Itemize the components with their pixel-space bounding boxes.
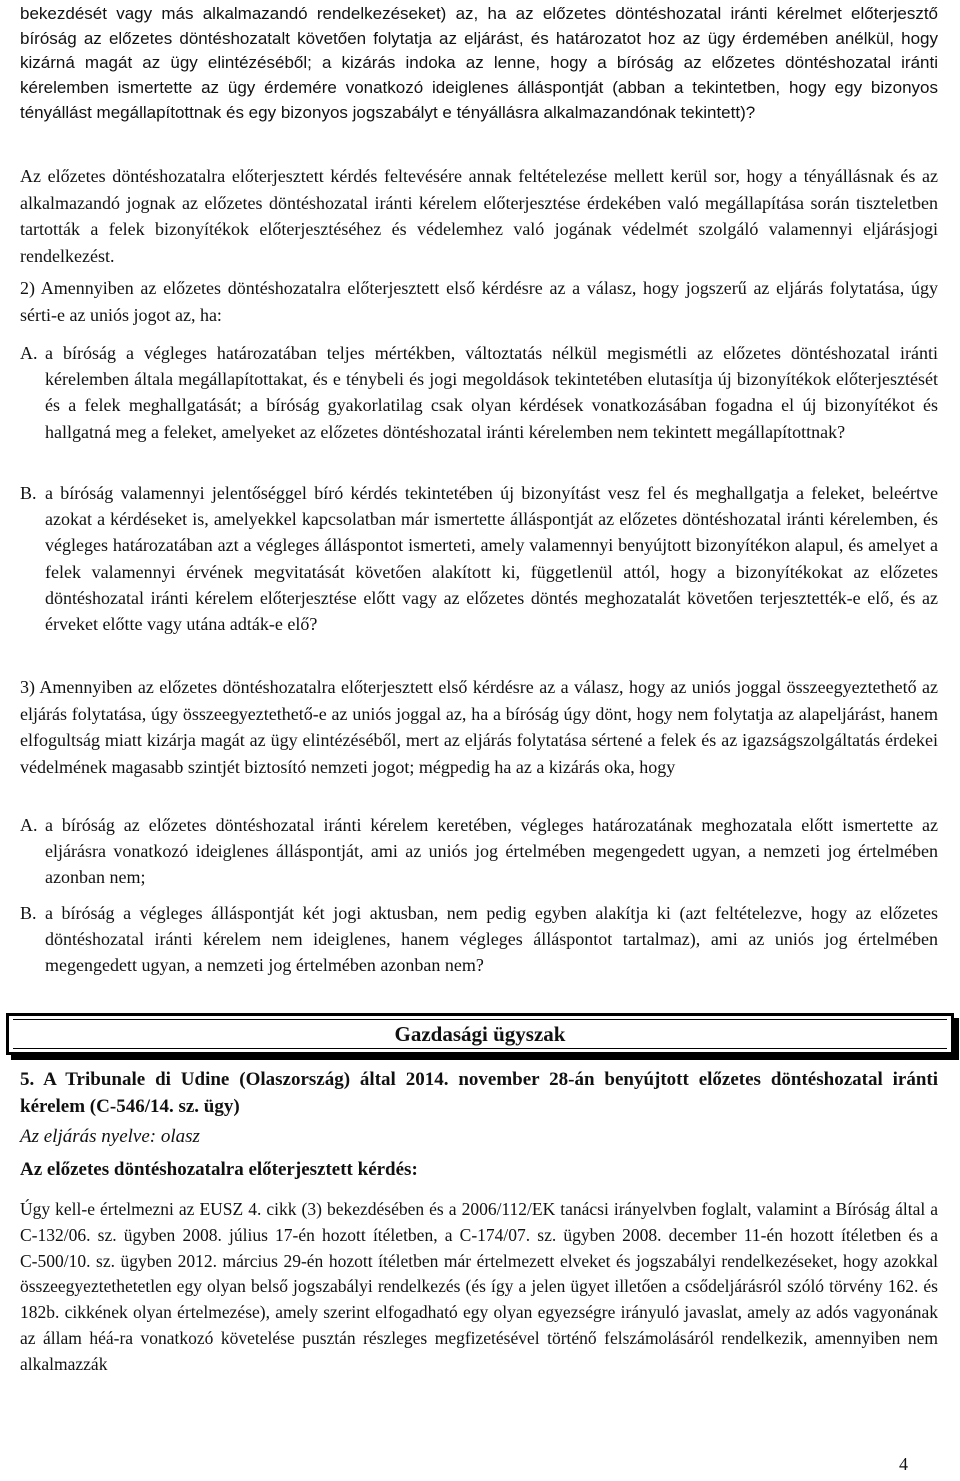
list-item-text: a bíróság a végleges határozatában teljes mértékben, változtatás nélkül megismétli az előzetes döntéshozatal iránti kérelemben általa megállapítottakat, és e ténybeli és jogi megoldások tekintetében elutasítja új bizonyítékok előterjesztését és a felek meghallgatását; a bíróság gyakorlatilag csak olyan kérdések vonatkozásában fogadna el új bizonyítékot és hallgatná meg a feleket, amelyeket az előzetes döntéshozatal iránti kérelemben nem tekintett megállapítottnak? — [45, 343, 938, 442]
list-item-3b — [20, 900, 938, 979]
page-number: 4 — [899, 1454, 908, 1474]
list-item-label: B. — [20, 903, 37, 923]
section-banner-title: Gazdasági ügyszak — [394, 1021, 566, 1046]
paragraph-question-3: 3) Amennyiben az előzetes döntéshozatalra előterjesztett első kérdésre az a válasz, hogy az uniós joggal összeegyeztethető az eljárás folytatása, úgy összeegyeztethető-e az uniós joggal az, ha a bíróság úgy dönt, hogy nem folytatja az alapeljárást, hanem elfogultság miatt kizárja magát az ügy elintézéséből, mert az eljárás folytatása sértené a felek és az igazságszolgáltatás érdekei védelmének magasabb szintjét biztosító nemzeti jogot; mégpedig ha az a kizárás oka, hogy — [20, 677, 938, 777]
list-item-3a — [20, 812, 938, 891]
question-text: Úgy kell-e értelmezni az EUSZ 4. cikk (3) bekezdésében és a 2006/112/EK tanácsi irányelvben foglalt, valamint a Bíróság által a C‑132/06. sz. ügyben 2008. július 17-én hozott ítéletben, a C-174/07. sz. ügyben 2008. december 11-én hozott ítéletben és a C‑500/10. sz. ügyben 2012. március 29-én hozott ítéletben már értelmezett elveket és jogszabályi rendelkezéseket, hogy azokkal összeegyeztethetetlen egy olyan belső jogszabályi rendelkezés (és így a jelen ügyet illetően a csődeljárásról szóló törvény 162. és 182b. cikkének olyan értelmezése), amely szerint elfogadható egy olyan egyezségre irányuló javaslat, amely az adós vagyonának az állam héá-ra vonatkozó követelése pusztán részleges megfizetésével történő felszámolásáról rendelkezik, amennyiben nem alkalmazzák — [20, 1199, 938, 1374]
list-item-2a — [20, 340, 938, 445]
section-banner — [6, 1013, 954, 1055]
case-title: 5. A Tribunale di Udine (Olaszország) által 2014. november 28-án benyújtott előzetes döntéshozatal iránti kérelem (C-546/14. sz. ügy) — [20, 1069, 938, 1117]
list-item-text: a bíróság a végleges álláspontját két jogi aktusban, nem pedig egyben alakítja ki (azt feltételezve, hogy az előzetes döntéshozatal iránti kérelem nem ideiglenes, hanem végleges álláspontot tartalmaz), ami az uniós jog értelmében megengedett ugyan, a nemzeti jog értelmében azonban nem? — [45, 903, 938, 976]
list-item-label: A. — [20, 343, 38, 363]
list-item-label: A. — [20, 815, 38, 835]
paragraph-question-2: 2) Amennyiben az előzetes döntéshozatalra előterjesztett első kérdésre az a válasz, hogy jogszerű az eljárás folytatása, úgy sérti-e az uniós jogot az, ha: — [20, 278, 938, 325]
paragraph-continued: bekezdését vagy más alkalmazandó rendelkezéseket) az, ha az előzetes döntéshozatal iránti kérelmet előterjesztő bíróság az előzetes döntéshozatalt követően folytatja az eljárást, és határozatot hoz az ügy érdemében anélkül, hogy kizárná magát az ügy elintézéséből; a kizárás indoka az lenne, hogy a bíróság az előzetes döntéshozatal iránti kérelemben ismertette az ügy érdemére vonatkozó ideiglenes álláspontját (abban a tekintetben, hogy egy bizonyos tényállást megállapítottnak és egy bizonyos jogszabályt e tényállásra alkalmazandónak tekintett)? — [20, 4, 938, 122]
question-heading: Az előzetes döntéshozatalra előterjesztett kérdés: — [20, 1159, 418, 1180]
language-line: Az eljárás nyelve: olasz — [20, 1126, 200, 1147]
list-item-text: a bíróság az előzetes döntéshozatal iránti kérelem keretében, végleges határozatának meghozatala előtt ismertette az eljárásra vonatkozó ideiglenes álláspontját, ami az uniós jog értelmében megengedett ugyan, a nemzeti jog értelmében azonban nem; — [45, 815, 938, 888]
paragraph-assumption: Az előzetes döntéshozatalra előterjesztett kérdés feltevésére annak feltételezése mellett kerül sor, hogy a tényállásnak és az alkalmazandó jognak az előzetes döntéshozatal iránti kérelem előterjesztése érdekében való megállapítása során tiszteletben tartották a felek bizonyítékok előterjesztéséhez és védelemhez való jogának védelmét szolgáló valamennyi eljárásjogi rendelkezést. — [20, 166, 938, 266]
list-item-label: B. — [20, 483, 37, 503]
list-item-text: a bíróság valamennyi jelentőséggel bíró kérdés tekintetében új bizonyítást vesz fel és meghallgatja a feleket, beleértve azokat a kérdéseket is, amelyekkel kapcsolatban már ismertette álláspontját az előzetes döntéshozatal iránti kérelemben, és végleges határozatában azt a végleges álláspontot ismerteti, amely valamennyi benyújtott bizonyítékon alapul, és amelyet a felek valamennyi érvének megvitatását követően alakított ki, függetlenül attól, hogy a bizonyítékokat az előzetes döntéshozatal iránti kérelem előterjesztése előtt vagy az előzetes döntés meghozatalát követően terjesztették-e elő, és az érveket előtte vagy utána adták-e elő? — [45, 483, 938, 635]
list-item-2b — [20, 480, 938, 637]
